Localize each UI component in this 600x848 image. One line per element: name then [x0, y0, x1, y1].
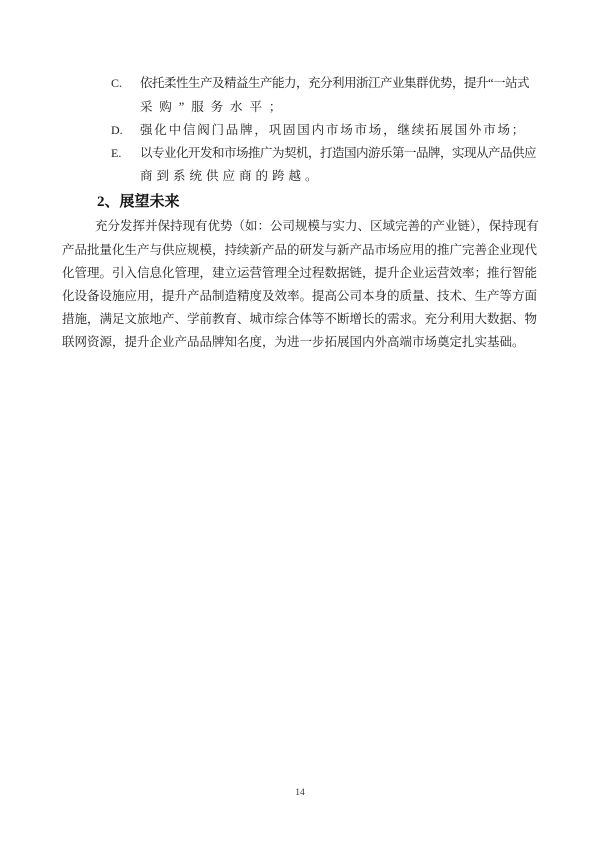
- section-heading: 2、展望未来: [97, 194, 180, 211]
- outlook-paragraph: [62, 215, 538, 354]
- list-item-d: [62, 119, 538, 142]
- paragraph-line: 充分发挥并保持现有优势（如：公司规模与实力、区域完善的产业链），保持现有: [95, 219, 539, 234]
- page-content: [62, 72, 538, 354]
- paragraph-line: 联网资源，提升企业产品品牌知名度，为进一步拓展国内外高端市场奠定扎实基础。: [62, 335, 525, 350]
- list-item-line: 采购”服务水平；: [140, 99, 289, 114]
- paragraph-line: 措施，满足文旅地产、学前教育、城市综合体等不断增长的需求。充分利用大数据、物: [62, 312, 538, 327]
- paragraph-line: 化管理。引入信息化管理，建立运营管理全过程数据链，提升企业运营效率；推行智能: [62, 265, 538, 280]
- paragraph-line: 产品批量化生产与供应规模，持续新产品的研发与新产品市场应用的推广完善企业现代: [62, 242, 538, 257]
- lettered-list: [62, 72, 538, 188]
- list-item-c: [62, 72, 538, 118]
- page-number: 14: [295, 788, 305, 798]
- list-item-line: 强化中信阀门品牌，巩固国内市场市场，继续拓展国外市场；: [140, 122, 527, 137]
- list-item-marker: C.: [111, 76, 123, 91]
- list-item-line: 商到系统供应商的跨越。: [140, 169, 322, 184]
- list-item-marker: D.: [111, 122, 123, 137]
- list-item-line: 依托柔性生产及精益生产能力，充分利用浙江产业集群优势，提升“一站式: [140, 76, 530, 91]
- list-item-line: 以专业化开发和市场推广为契机，打造国内游乐第一品牌，实现从产品供应: [140, 146, 537, 160]
- list-item-e: [62, 142, 538, 188]
- list-item-marker: E.: [111, 146, 122, 160]
- paragraph-line: 化设备设施应用，提升产品制造精度及效率。提高公司本身的质量、技术、生产等方面: [62, 289, 538, 304]
